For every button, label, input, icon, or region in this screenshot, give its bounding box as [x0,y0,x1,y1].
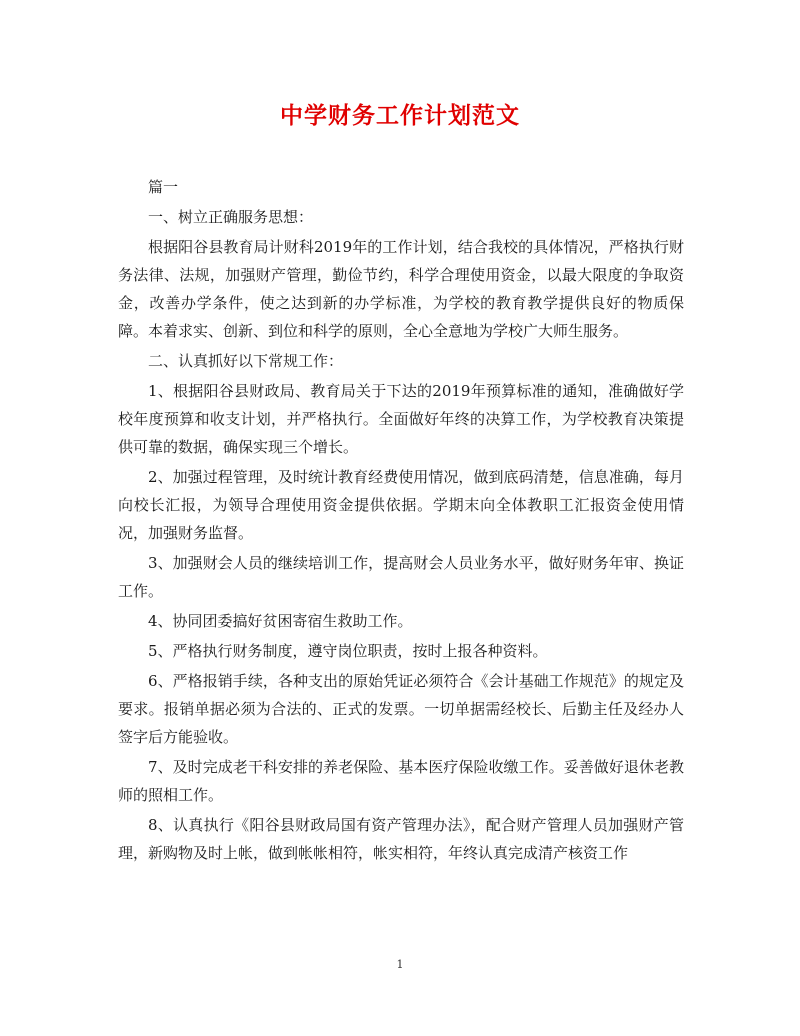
list-item-5: 5、严格执行财务制度，遵守岗位职责，按时上报各种资料。 [148,642,548,660]
list-item-3: 3、加强财会人员的继续培训工作，提高财会人员业务水平，做好财务年审、换证工作。 [118,554,684,600]
list-item-7: 7、及时完成老干科安排的养老保险、基本医疗保险收缴工作。妥善做好退休老教师的照相工作。 [118,758,684,804]
section-heading-2: 二、认真抓好以下常规工作： [148,352,344,370]
list-item-8: 8、认真执行《阳谷县财政局国有资产管理办法》，配合财产管理人员加强财产管理，新购物及时上帐，做到帐帐相符，帐实相符，年终认真完成清产核资工作 [118,816,684,862]
list-item-4: 4、协同团委搞好贫困寄宿生救助工作。 [148,612,413,630]
document-title: 中学财务工作计划范文 [280,102,520,129]
section-heading-1: 一、树立正确服务思想： [148,208,314,226]
list-item-2: 2、加强过程管理，及时统计教育经费使用情况，做到底码清楚，信息准确，每月向校长汇报，为领导合理使用资金提供依据。学期末向全体教职工汇报资金使用情况，加强财务监督。 [118,468,684,542]
document-body [118,173,684,867]
list-item-1: 1、根据阳谷县财政局、教育局关于下达的2019年预算标准的通知，准确做好学校年度预算和收支计划，并严格执行。全面做好年终的决算工作，为学校教育决策提供可靠的数据，确保实现三个增长。 [118,382,684,456]
section-label: 篇一 [148,178,179,196]
list-item-6: 6、严格报销手续，各种支出的原始凭证必须符合《会计基础工作规范》的规定及要求。报销单据必须为合法的、正式的发票。一切单据需经校长、后勤主任及经办人签字后方能验收。 [118,672,684,746]
paragraph-intro: 根据阳谷县教育局计财科2019年的工作计划，结合我校的具体情况，严格执行财务法律、法规，加强财产管理，勤俭节约，科学合理使用资金，以最大限度的争取资金，改善办学条件，使之达到新的办学标准，为学校的教育教学提供良好的物质保障。本着求实、创新、到位和科学的原则，全心全意地为学校广大师生服务。 [118,238,684,340]
page-number: 1 [396,958,404,971]
